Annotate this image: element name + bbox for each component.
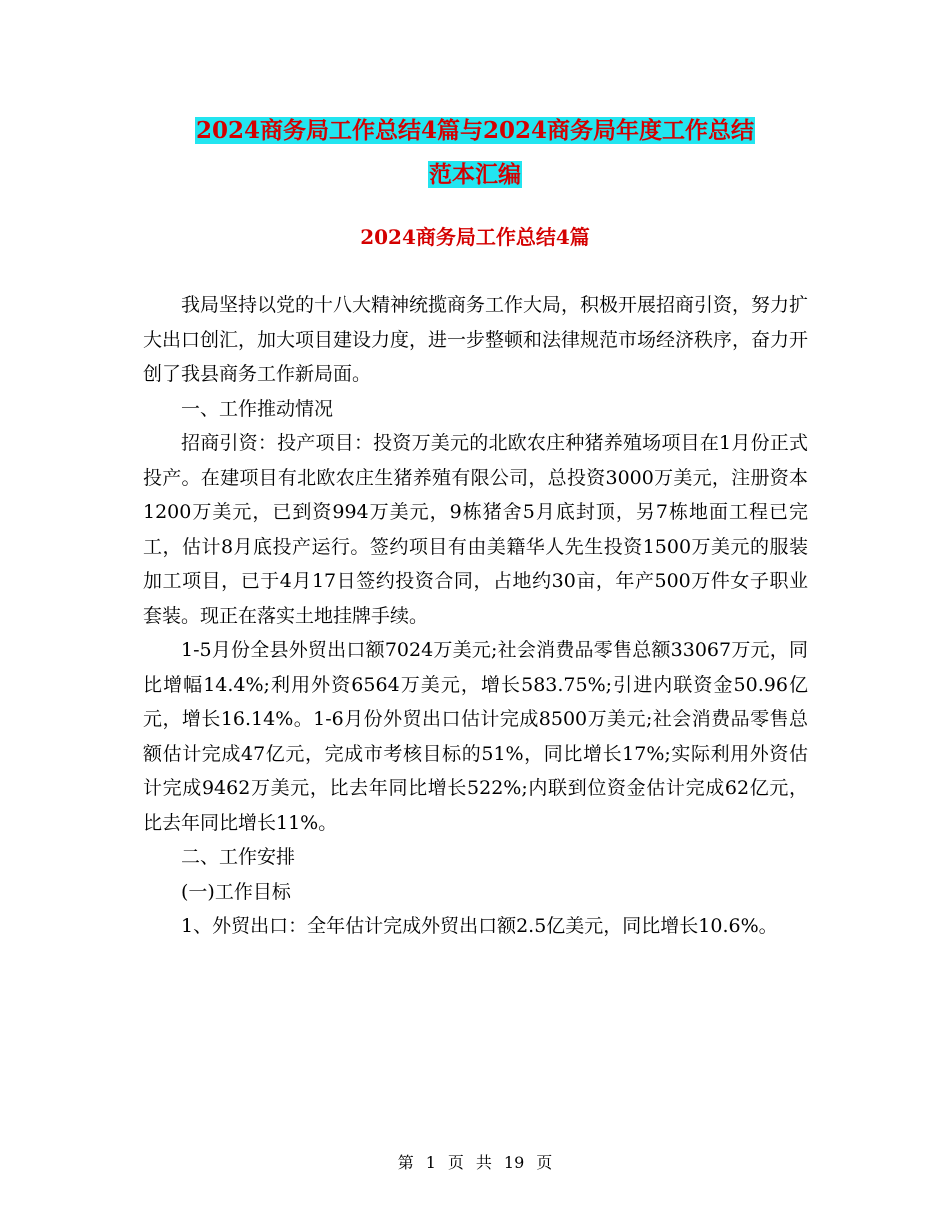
paragraph-heading-2: 二、工作安排 [181,846,296,868]
footer-label-unit-2: 页 [536,1153,553,1172]
footer-label-unit: 页 [447,1153,464,1172]
document-title-text-1: 2024商务局工作总结4篇与2024商务局年度工作总结 [195,117,755,144]
footer-current-page: 1 [425,1153,436,1172]
section-heading: 2024商务局工作总结4篇 [360,225,590,249]
page-footer [0,1152,950,1174]
document-body [143,288,808,944]
footer-label-total: 共 [475,1153,492,1172]
paragraph-statistics: 1-5月份全县外贸出口额7024万美元;社会消费品零售总额33067万元，同比增幅14.4%;利用外资6564万美元，增长583.75%;引进内联资金50.96亿元，增长16.14%。1-6月份外贸出口估计完成8500万美元;社会消费品零售总额估计完成47亿元，完成市考核目标的51%，同比增长17%;实际利用外资估计完成9462万美元，比去年同比增长522%;内联到位资金估计完成62亿元，比去年同比增长11%。 [143,639,808,834]
paragraph-heading-1: 一、工作推动情况 [181,397,334,420]
document-title-line-2 [0,155,950,195]
paragraph-investment: 招商引资：投产项目：投资万美元的北欧农庄种猪养殖场项目在1月份正式投产。在建项目有北欧农庄生猪养殖有限公司，总投资3000万美元，注册资本1200万美元，已到资994万美元，9栋猪舍5月底封顶，另7栋地面工程已完工，估计8月底投产运行。签约项目有由美籍华人先生投资1500万美元的服装加工项目，已于4月17日签约投资合同，占地约30亩，年产500万件女子职业套装。现正在落实土地挂牌手续。 [143,432,808,627]
paragraph-subheading: (一)工作目标 [181,880,291,903]
paragraph-export-target: 1、外贸出口：全年估计完成外贸出口额2.5亿美元，同比增长10.6%。 [181,915,778,937]
document-title-text-2: 范本汇编 [429,161,521,188]
footer-total-pages: 19 [503,1153,525,1172]
footer-label-page: 第 [397,1153,414,1172]
document-title-line-1 [0,111,950,151]
paragraph-intro: 我局坚持以党的十八大精神统揽商务工作大局，积极开展招商引资，努力扩大出口创汇，加大项目建设力度，进一步整顿和法律规范市场经济秩序，奋力开创了我县商务工作新局面。 [143,294,809,385]
